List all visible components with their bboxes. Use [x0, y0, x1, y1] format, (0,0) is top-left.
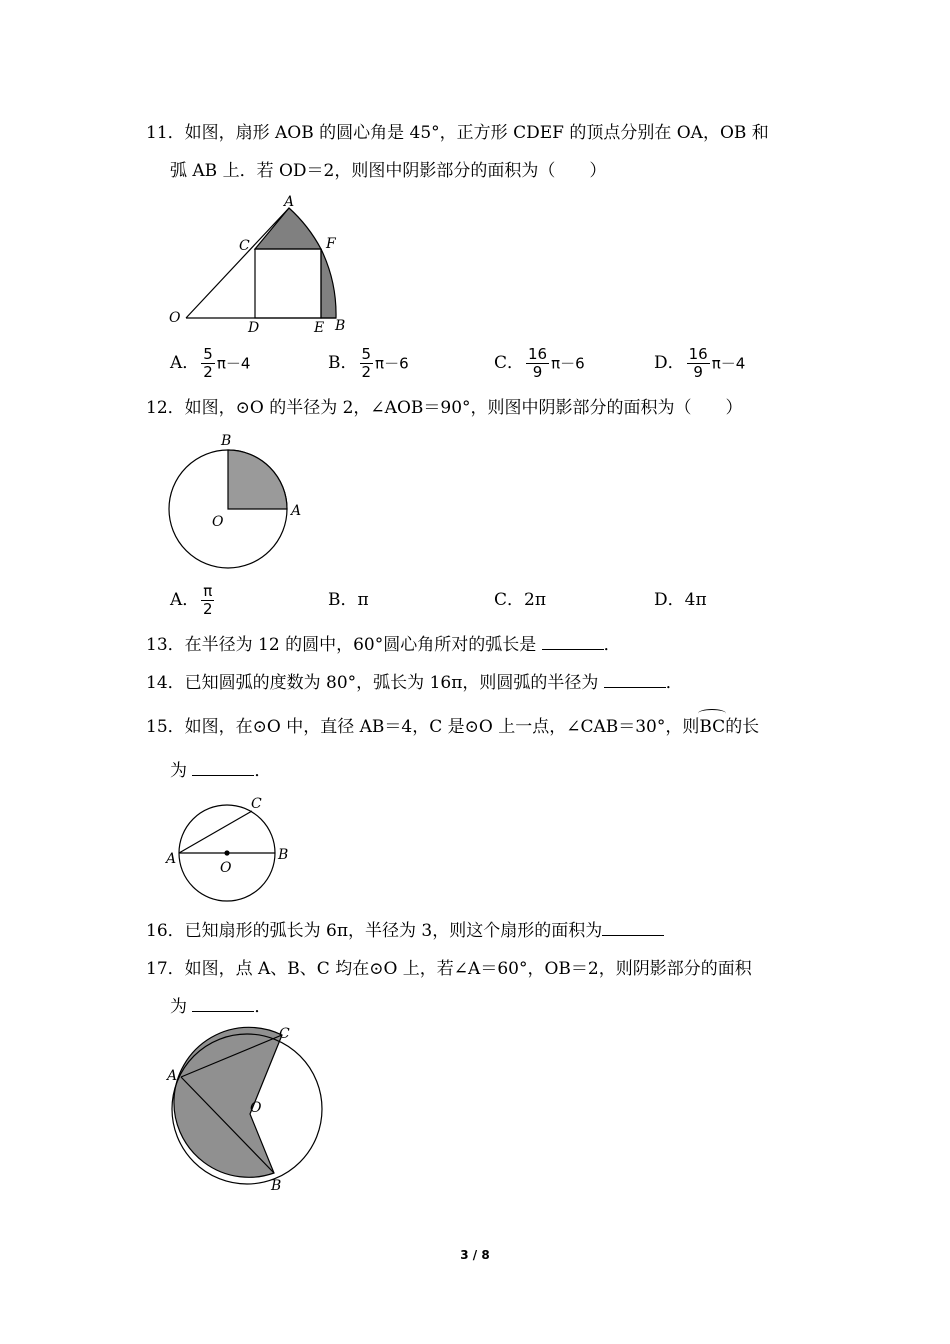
q17-text-line2: 为 ． [170, 997, 272, 1017]
q14-text: 14．已知圆弧的度数为 80°，弧长为 16π，则圆弧的半径为 ． [146, 673, 683, 693]
q17-figure [160, 1022, 335, 1197]
q17-answer-blank[interactable] [192, 995, 254, 1012]
q15-label-B: B [278, 847, 289, 863]
q17-label-A: A [167, 1068, 178, 1084]
q11-label-B: B [335, 318, 346, 334]
q15-label-O: O [220, 860, 232, 876]
q11-label-A: A [284, 194, 295, 210]
q11-text-line2: 弧 AB 上．若 OD＝2，则图中阴影部分的面积为（ ） [170, 161, 607, 181]
q15-figure [160, 792, 300, 907]
q11-label-O: O [169, 310, 181, 326]
q15-label-A: A [166, 851, 177, 867]
q12-label-A: A [291, 503, 302, 519]
q13-text: 13．在半径为 12 的圆中，60°圆心角所对的弧长是 ． [146, 635, 621, 655]
q12-label-B: B [221, 433, 232, 449]
q11-option-d[interactable]: D． $\frac{16}{9}$ π－4 [654, 345, 746, 381]
q11-option-a[interactable]: A． $\frac{5}{2}$ π－4 [170, 345, 251, 381]
q12-label-O: O [212, 514, 224, 530]
q11-label-D: D [248, 320, 260, 336]
q12-text-line1: 12．如图，⊙O 的半径为 2，∠AOB＝90°，则图中阴影部分的面积为（ ） [146, 398, 743, 418]
q17-label-C: C [279, 1026, 290, 1042]
q11-figure [160, 190, 360, 340]
q11-text-line1: 11．如图，扇形 AOB 的圆心角是 45°，正方形 CDEF 的顶点分别在 OA，OB 和 [146, 123, 769, 143]
q12-option-c[interactable]: C．2π [494, 590, 547, 610]
q12-option-d[interactable]: D．4π [654, 590, 707, 610]
q12-option-a[interactable]: A． $\frac{\pi}{2}$ [170, 582, 213, 618]
q11-label-E: E [314, 320, 325, 336]
q17-text-line1: 17．如图，点 A、B、C 均在⊙O 上，若∠A＝60°，OB＝2，则阴影部分的面积 [146, 959, 752, 979]
q11-option-c[interactable]: C． $\frac{16}{9}$ π－6 [494, 345, 585, 381]
q16-text: 16．已知扇形的弧长为 6π，半径为 3，则这个扇形的面积为 [146, 919, 664, 943]
q12-option-b[interactable]: B．π [328, 590, 369, 610]
q12-figure [160, 428, 320, 573]
q11-option-b[interactable]: B． $\frac{5}{2}$ π－6 [328, 345, 409, 381]
q11-label-F: F [326, 236, 336, 252]
q17-label-B: B [271, 1178, 282, 1194]
q14-answer-blank[interactable] [604, 671, 666, 688]
q15-arc-bc: BC [699, 717, 726, 737]
q16-answer-blank[interactable] [602, 919, 664, 936]
q15-text-line2: 为 ． [170, 761, 272, 781]
q11-label-C: C [239, 238, 250, 254]
q15-label-C: C [251, 796, 262, 812]
q17-label-O: O [250, 1100, 262, 1116]
q13-answer-blank[interactable] [542, 633, 604, 650]
q15-text-line1: 15．如图，在⊙O 中，直径 AB＝4，C 是⊙O 上一点，∠CAB＝30°，则BC的长 [146, 717, 760, 737]
q15-answer-blank[interactable] [192, 759, 254, 776]
page-number: 3 / 8 [460, 1248, 490, 1262]
